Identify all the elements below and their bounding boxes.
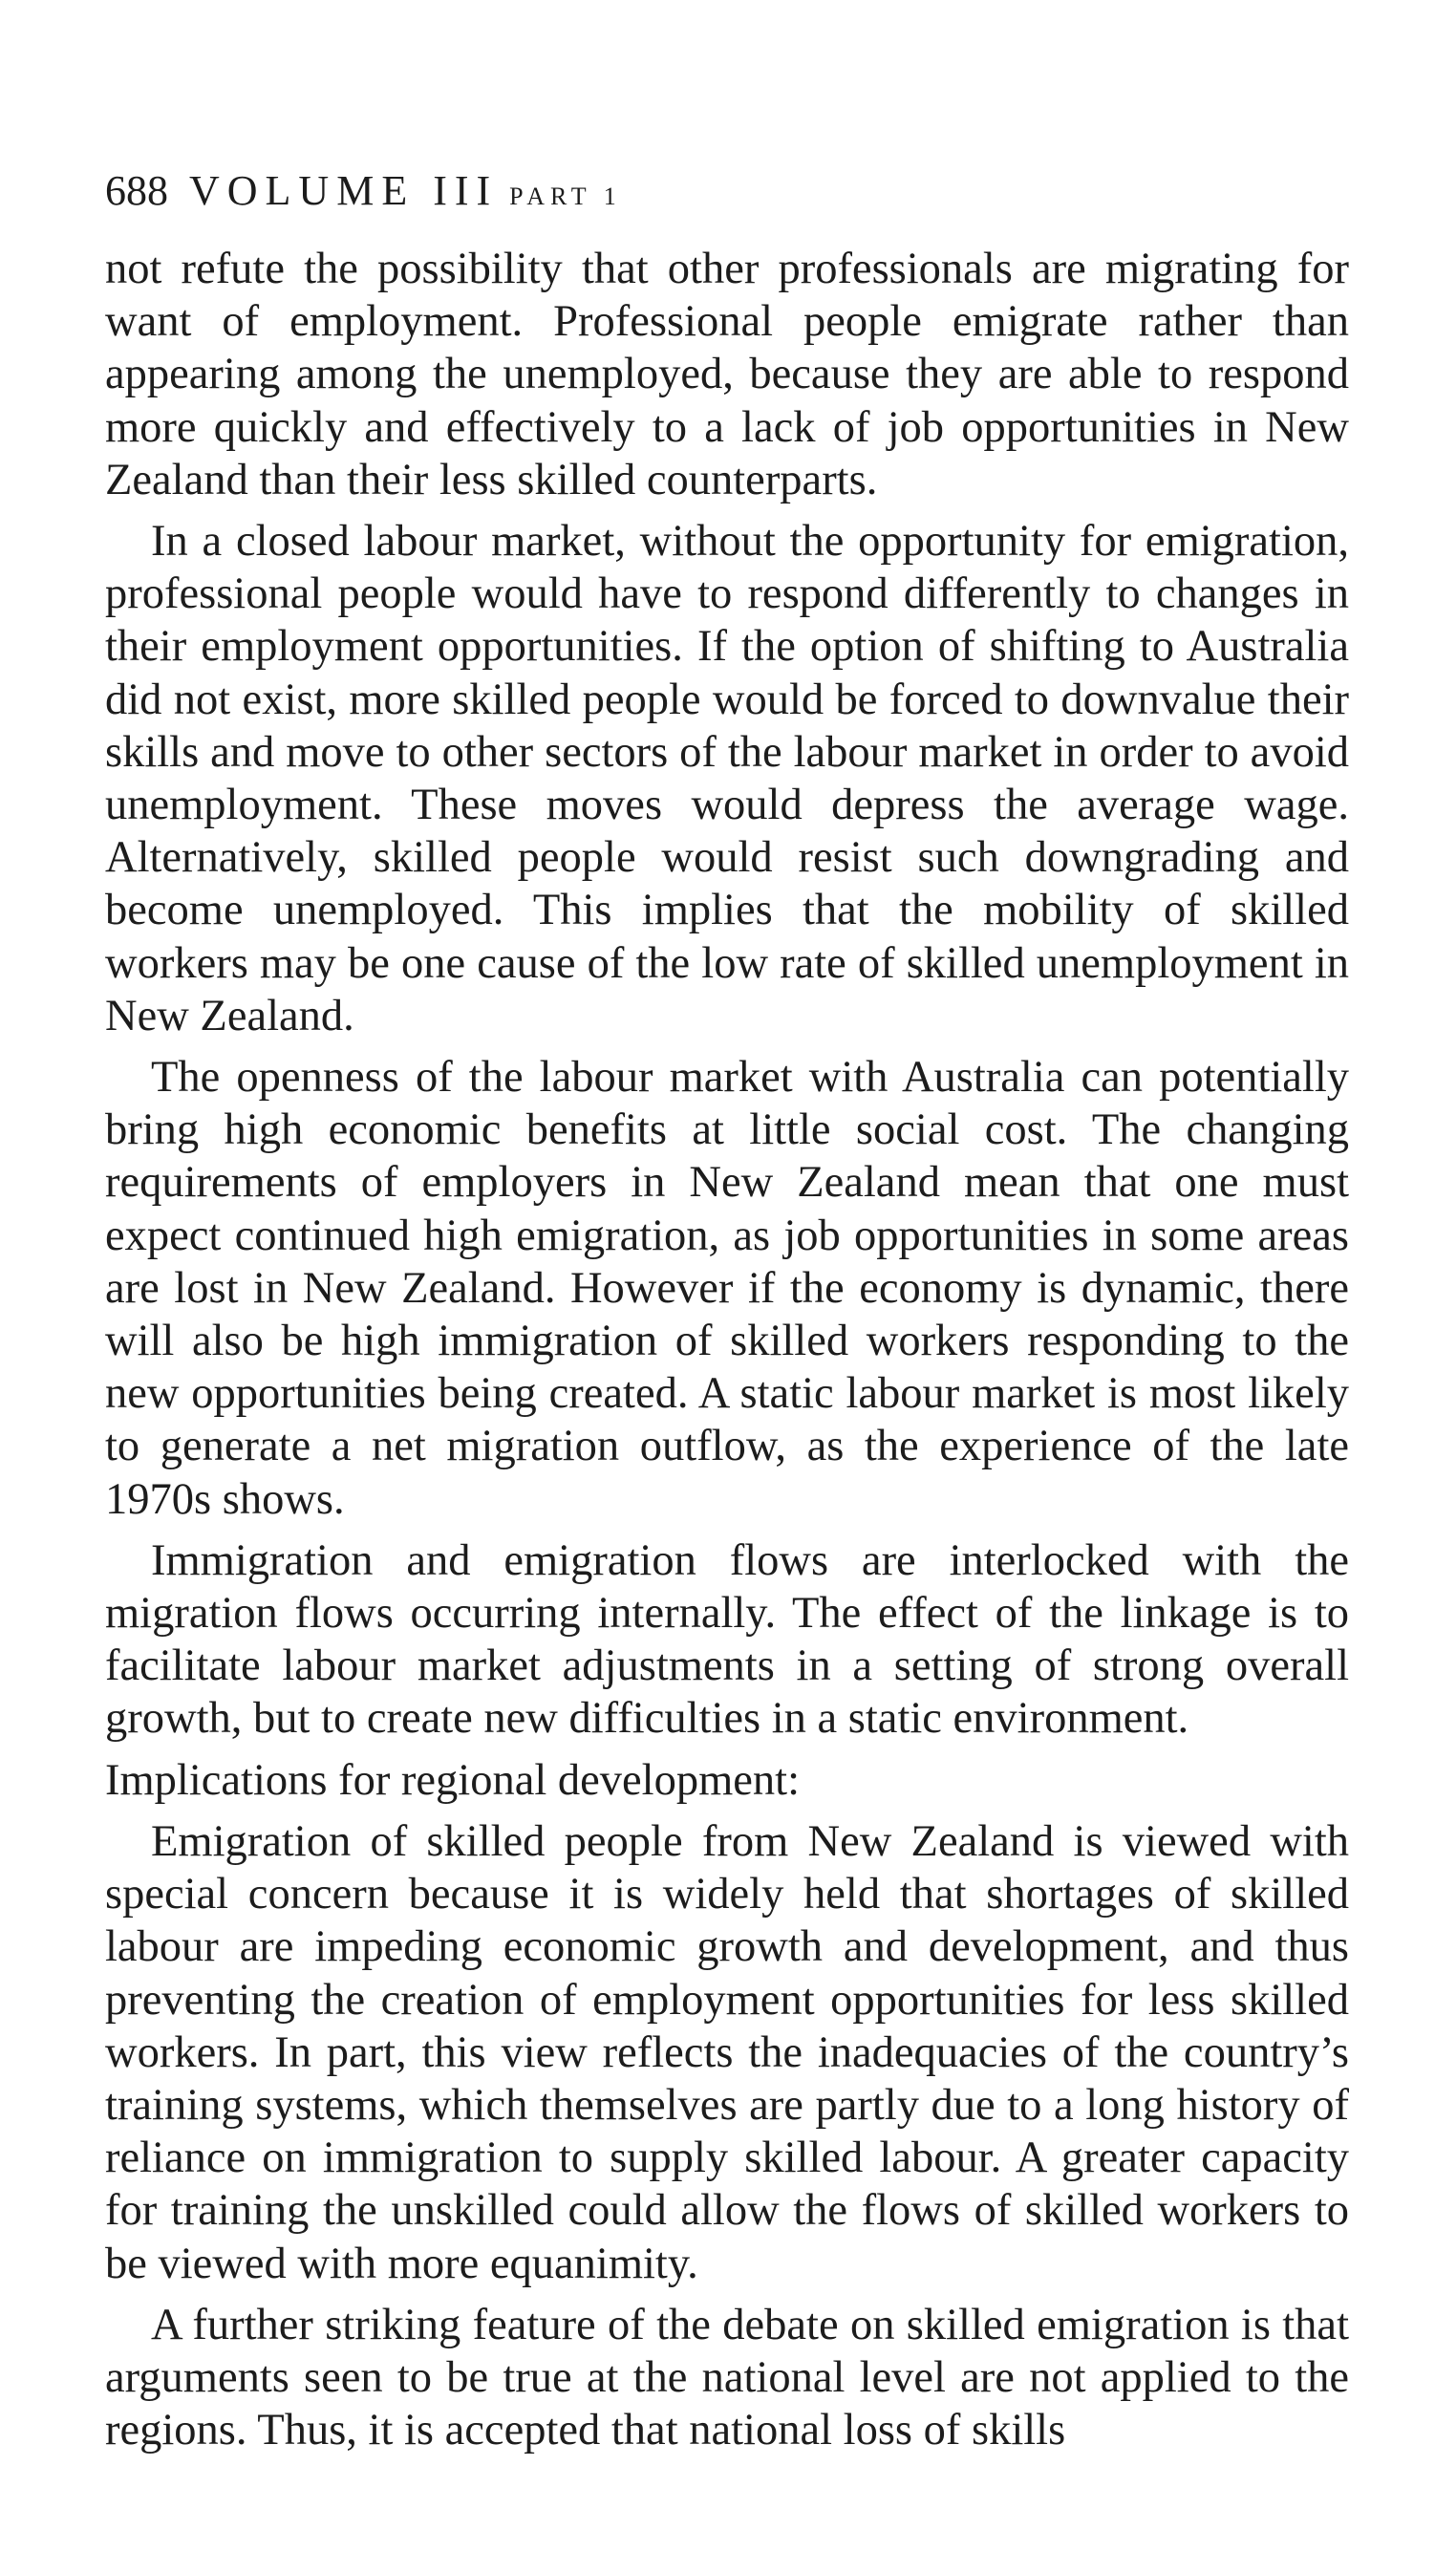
part-label: PART 1 <box>509 182 622 210</box>
section-heading-regional-development: Implications for regional development: <box>105 1755 800 1805</box>
page-number: 688 <box>105 167 168 214</box>
document-page <box>105 162 1349 2465</box>
volume-label: VOLUME III <box>189 167 499 214</box>
running-head <box>105 162 1349 220</box>
body-text <box>105 243 1349 2456</box>
paragraph-closed-labour-market: In a closed labour market, without the opportunity for emigration, professional people would have to respond differently to changes in their employment opportunities. If the option of shifting to Australia did not exist, more skilled people would be forced to downvalue their skills and move to other sectors of the labour market in order to avoid unemployment. These moves would depress the average wage. Alternatively, skilled people would resist such downgrading and become unemployed. This implies that the mobility of skilled workers may be one cause of the low rate of skilled unemployment in New Zealand. <box>105 517 1349 1040</box>
paragraph-openness: The openness of the labour market with Australia can potentially bring high economic benefits at little social cost. The changing requirements of employers in New Zealand mean that one must expect continued high emigration, as job opportunities in some areas are lost in New Zealand. However if the economy is dynamic, there will also be high immigration of skilled workers responding to the new opportunities being created. A static labour market is most likely to generate a net migration outflow, as the experience of the late 1970s shows. <box>105 1053 1349 1524</box>
paragraph-regional-debate: A further striking feature of the debate on skilled emigration is that arguments seen to be true at the national level are not applied to the regions. Thus, it is accepted that national loss of skills <box>105 2300 1349 2455</box>
paragraph-skilled-emigration-concern: Emigration of skilled people from New Zealand is viewed with special concern because it is widely held that shortages of skilled labour are impeding economic growth and development, and thus preventing the creation of employment opportunities for less skilled workers. In part, this view reflects the inadequacies of the country’s training systems, which themselves are partly due to a long history of reliance on immigration to supply skilled labour. A greater capacity for training the unskilled could allow the flows of skilled workers to be viewed with more equanimity. <box>105 1816 1349 2288</box>
paragraph-continued: not refute the possibility that other professionals are migrating for want of employment. Professional people emigrate rather than appearing among the unemployed, because they are able to respond more quickly and effectively to a lack of job opportunities in New Zealand than their less skilled counterparts. <box>105 245 1349 504</box>
paragraph-interlocked-flows: Immigration and emigration flows are interlocked with the migration flows occurring internally. The effect of the linkage is to facilitate labour market adjustments in a setting of strong overall growth, but to create new difficulties in a static environment. <box>105 1535 1349 1744</box>
